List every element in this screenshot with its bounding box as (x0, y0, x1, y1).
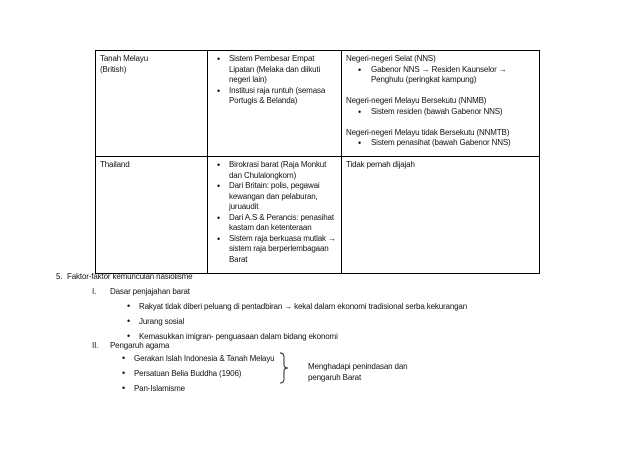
list-item: • Gabenor NNS → Residen Kaunselor → Penghulu (peringkat kampung) (358, 64, 507, 84)
subsection-numeral: I. (92, 287, 97, 296)
administration-cell (342, 157, 540, 274)
admin-text: Tidak pernah dijajah (346, 160, 415, 169)
section-title: Faktor-faktor kemunculan nasiolisme (67, 272, 193, 281)
list-item: • Sistem penasihat (bawah Gabenor NNS) (358, 138, 511, 148)
subsection-title: Dasar penjajahan barat (110, 287, 190, 296)
bullet-icon: • (358, 138, 362, 148)
colonial-points-cell (208, 51, 342, 157)
list-item: • Dari Britain: polis, pegawai kewangan dan pelaburan, juruaudit (217, 181, 320, 211)
list-item: • Sistem Pembesar Empat Lipatan (Melaka dan diikuti negeri lain) (217, 54, 321, 84)
colonial-points-cell (208, 157, 342, 274)
bullet-icon: • (217, 181, 221, 191)
right-brace-icon (279, 352, 289, 384)
table-row (96, 157, 540, 274)
admin-heading: Negeri-negeri Selat (NNS) (346, 54, 436, 63)
list-item: • Sistem raja berkuasa mutlak → sistem raja berperlembagaan Barat (217, 233, 336, 264)
bullet-icon: • (127, 316, 131, 326)
bullet-icon: • (122, 383, 126, 393)
list-item: • Sistem residen (bawah Gabenor NNS) (358, 106, 503, 117)
country-name: Tanah Melayu (100, 54, 149, 63)
bullet-icon: • (122, 368, 126, 378)
bullet-icon: • (217, 85, 221, 96)
country-cell (96, 157, 208, 274)
list-item: • Institusi raja runtuh (semasa Portugis & Belanda) (217, 85, 326, 105)
note-line: Menghadapi penindasan dan (308, 362, 408, 371)
bullet-icon: • (127, 301, 131, 311)
colonial-administration-table (95, 50, 540, 274)
country-note: (British) (100, 64, 127, 74)
bullet-icon: • (217, 212, 221, 223)
bullet-icon: • (217, 233, 221, 244)
bullet-icon: • (217, 160, 221, 170)
bullet-icon: • (127, 331, 131, 341)
bullet-icon: • (217, 54, 221, 64)
note-line: pengaruh Barat (308, 373, 362, 382)
list-item: • Dari A.S & Perancis: penasihat kastam dan ketenteraan (217, 212, 334, 232)
table-row (96, 51, 540, 157)
list-item: • Birokrasi barat (Raja Monkut dan Chulalongkorn) (217, 160, 327, 180)
subsection-numeral: II. (92, 341, 99, 350)
subsection-title: Pengaruh agama (110, 341, 170, 350)
bullet-icon: • (358, 106, 362, 117)
section-number: 5. (56, 272, 63, 281)
bullet-icon: • (358, 64, 362, 75)
bullet-icon: • (122, 353, 126, 363)
country-name: Thailand (100, 160, 130, 169)
administration-cell (342, 51, 540, 157)
brace-note (308, 361, 407, 383)
admin-heading: Negeri-negeri Melayu tidak Bersekutu (NNMTB) (346, 127, 510, 137)
country-cell (96, 51, 208, 157)
admin-heading: Negeri-negeri Melayu Bersekutu (NNMB) (346, 96, 487, 105)
